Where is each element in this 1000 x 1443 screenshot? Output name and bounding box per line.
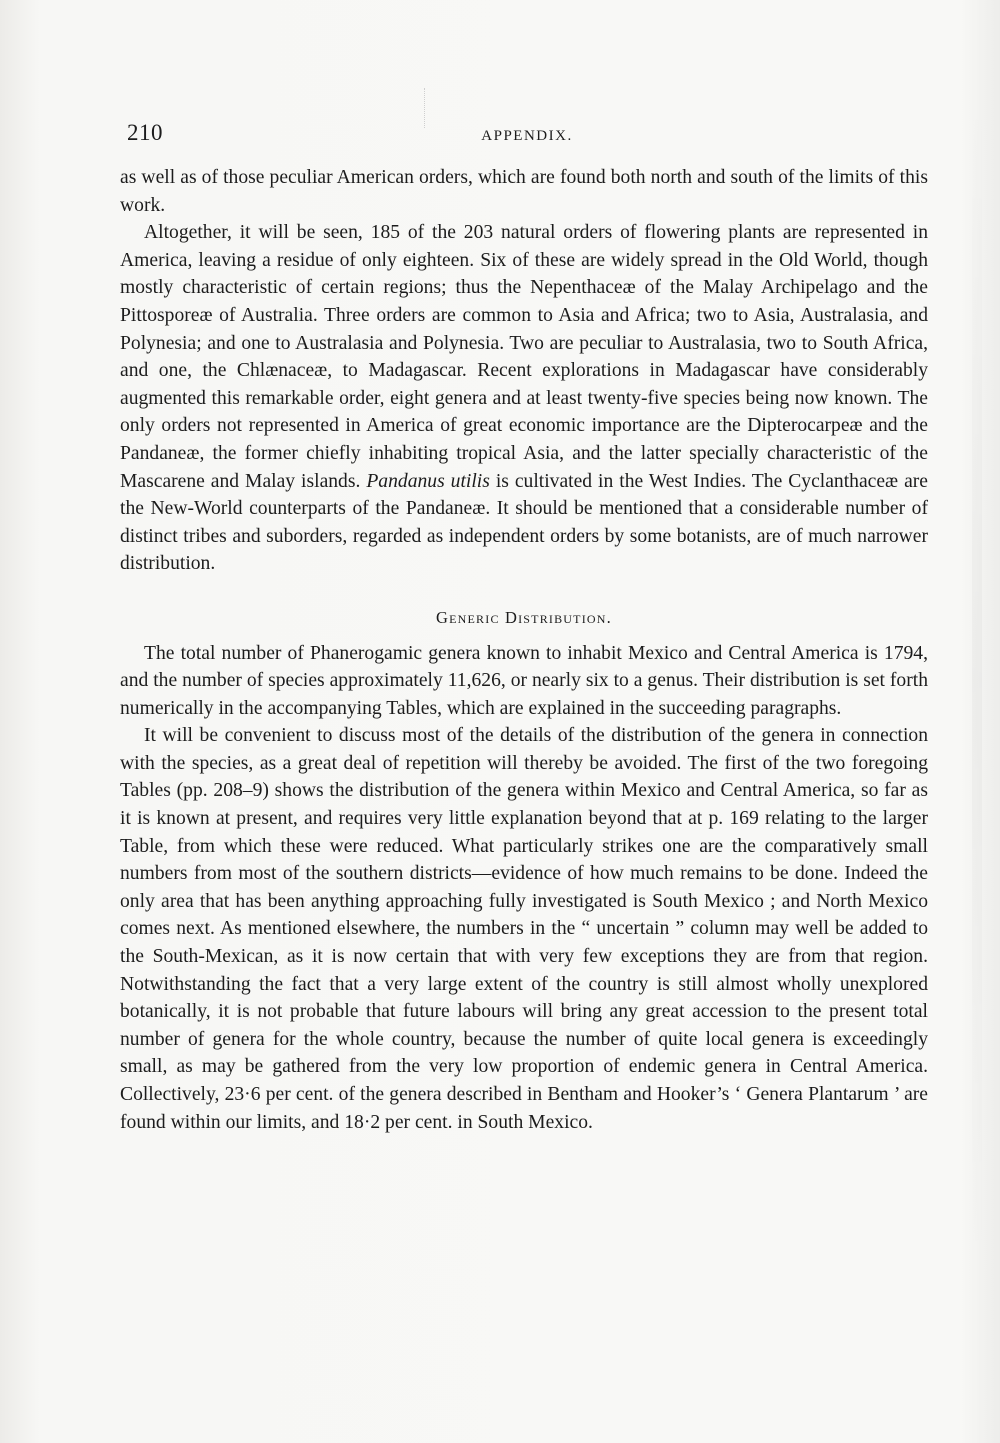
- paragraph-natural-orders: [120, 219, 928, 578]
- paragraph-continuation: as well as of those peculiar American orders, which are found both north and south of the limits of this work.: [120, 167, 928, 216]
- body-text: [120, 164, 928, 1136]
- species-name-italic: Pandanus utilis: [366, 470, 490, 492]
- section-heading: Generic Distribution.: [436, 607, 612, 627]
- paragraph-genera-distribution: It will be convenient to discuss most of the details of the distribution of the genera in connection with the species, as a great deal of repetition will thereby be avoided. The first of the two foregoing Tables (pp. 208–9) shows the distribution of the genera within Mexico and Central America, so far as it is known at present, and requires very little explanation beyond that at p. 169 relating to the larger Table, from which these were reduced. What particularly strikes one are the comparatively small numbers from most of the southern districts—evidence of how much remains to be done. Indeed the only area that has been anything approaching fully investigated is South Mexico ; and North Mexico comes next. As mentioned elsewhere, the numbers in the “ uncertain ” column may well be added to the South-Mexican, as it is now certain that with very few exceptions they are from that region. Notwithstanding the fact that a very large extent of the country is still almost wholly unexplored botanically, it is not probable that future labours will bring any great accession to the present total number of genera for the whole country, because the number of quite local genera is exceedingly small, as may be gathered from the very low proportion of endemic genera in Central America. Collectively, 23·6 per cent. of the genera described in Bentham and Hooker’s ‘ Genera Plantarum ’ are found within our limits, and 18·2 per cent. in South Mexico.: [120, 725, 928, 1133]
- page-edge-shadow: [972, 80, 982, 1280]
- page-header: [127, 120, 927, 156]
- running-title: APPENDIX.: [481, 128, 573, 144]
- paragraph-text: Altogether, it will be seen, 185 of the 203 natural orders of flowering plants are represented in America, leaving a residue of only eighteen. Six of these are widely spread in the Old World, though mostly characteristic of certain regions; thus the Nepenthaceæ of the Malay Archipelago and the Pittosporeæ of Australia. Three orders are common to Asia and Africa; two to Asia, Australasia, and Polynesia; and one to Australasia and Polynesia. Two are peculiar to Australasia, two to South Africa, and one, the Chlænaceæ, to Madagascar. Recent explorations in Madagascar have considerably augmented this remarkable order, eight genera and at least twenty-five species being now known. The only orders not represented in America of great economic importance are the Dipterocarpeæ and the Pandaneæ, the former chiefly inhabiting tropical Asia, and the latter specially characteristic of the Mascarene and Malay islands.: [120, 222, 928, 492]
- page-number: 210: [127, 120, 163, 145]
- paragraph-text: is cultivated in the West Indies. The Cyclanthaceæ are the New-World counterparts of the Pandaneæ. It should be mentioned that a considerable number of distinct tribes and suborders, regarded as independent orders by some botanists, are of much narrower distribution.: [120, 470, 928, 575]
- paragraph-genera-total: The total number of Phanerogamic genera known to inhabit Mexico and Central America is 1794, and the number of species approximately 11,626, or nearly six to a genus. Their distribution is set forth numerically in the accompanying Tables, which are explained in the succeeding paragraphs.: [120, 642, 928, 719]
